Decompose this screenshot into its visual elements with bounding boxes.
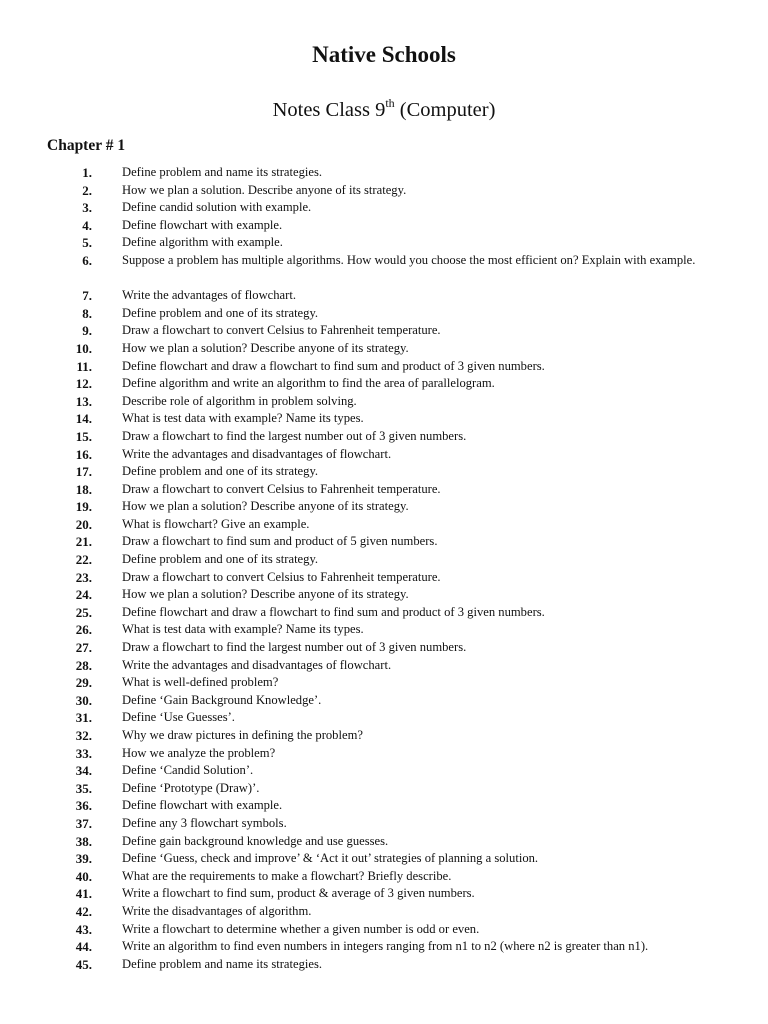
question-text: Define algorithm and write an algorithm to find the area of parallelogram.: [122, 376, 495, 391]
question-number: 31.: [75, 710, 92, 726]
question-number: 21.: [75, 534, 92, 550]
question-number: 18.: [75, 481, 92, 497]
question-text: Define problem and name its strategies.: [122, 956, 323, 971]
question-number: 24.: [75, 587, 92, 603]
question-text: Describe role of algorithm in problem solving.: [122, 393, 357, 408]
question-text: Define any 3 flowchart symbols.: [122, 815, 287, 830]
question-text: What is well-defined problem?: [122, 675, 279, 690]
question-number: 13.: [75, 393, 92, 409]
question-item: [0, 533, 768, 551]
question-item: [0, 551, 768, 569]
question-number: 10.: [75, 340, 92, 356]
question-item: [0, 516, 768, 534]
question-text: What are the requirements to make a flowchart? Briefly describe.: [122, 868, 452, 883]
question-number: 32.: [75, 728, 92, 743]
question-item: [0, 234, 768, 252]
question-number: 28.: [75, 657, 92, 673]
question-text: Define candid solution with example.: [122, 200, 312, 215]
subtitle-suffix: (Computer): [394, 99, 496, 121]
question-text: How we analyze the problem?: [122, 745, 276, 760]
question-item: [0, 815, 768, 833]
question-number: 26.: [75, 622, 92, 638]
question-number: 12.: [75, 376, 92, 392]
question-text: How we plan a solution? Describe anyone of its strategy.: [122, 340, 409, 355]
question-item: [0, 252, 768, 287]
question-number: 36.: [75, 798, 92, 814]
document-title: Native Schools: [312, 42, 456, 67]
question-text: Write an algorithm to find even numbers in integers ranging from n1 to n2 (where n2 is greater than n1).: [122, 939, 649, 954]
question-text: Define ‘Guess, check and improve’ & ‘Act it out’ strategies of planning a solution.: [122, 851, 539, 866]
question-text: Suppose a problem has multiple algorithms. How would you choose the most efficient on? Explain with example.: [122, 252, 696, 267]
subtitle-prefix: Notes Class 9: [272, 99, 386, 121]
question-item: [0, 481, 768, 499]
question-number: 7.: [82, 288, 92, 304]
question-number: 4.: [82, 217, 92, 233]
question-item: [0, 569, 768, 587]
question-text: Define flowchart and draw a flowchart to find sum and product of 3 given numbers.: [122, 604, 545, 619]
question-item: [0, 745, 768, 763]
question-number: 33.: [75, 745, 92, 761]
question-item: [0, 780, 768, 798]
question-item: [0, 410, 768, 428]
question-number: 34.: [75, 763, 92, 779]
question-item: [0, 903, 768, 921]
question-number: 5.: [82, 235, 92, 251]
question-number: 43.: [75, 921, 92, 937]
question-number: 45.: [75, 956, 92, 972]
question-number: 1.: [82, 165, 92, 180]
question-item: [0, 393, 768, 411]
question-item: [0, 217, 768, 235]
question-number: 30.: [75, 692, 92, 708]
question-item: [0, 797, 768, 815]
question-item: [0, 305, 768, 323]
question-number: 38.: [75, 833, 92, 849]
question-text: Define gain background knowledge and use guesses.: [122, 833, 389, 848]
question-item: [0, 182, 768, 200]
question-text: Define flowchart with example.: [122, 217, 283, 232]
question-item: [0, 921, 768, 939]
question-number: 9.: [82, 323, 92, 339]
question-text: Draw a flowchart to find the largest number out of 3 given numbers.: [122, 640, 467, 655]
question-text: Define problem and one of its strategy.: [122, 552, 319, 567]
document-subtitle: [0, 96, 768, 122]
question-text: Why we draw pictures in defining the problem?: [122, 728, 363, 742]
question-text: Write the advantages of flowchart.: [122, 288, 296, 303]
question-item: [0, 727, 768, 745]
question-text: Draw a flowchart to convert Celsius to Fahrenheit temperature.: [122, 569, 441, 584]
question-item: [0, 498, 768, 516]
question-item: [0, 586, 768, 604]
question-item: [0, 340, 768, 358]
question-item: [0, 375, 768, 393]
question-item: [0, 938, 768, 956]
question-item: [0, 692, 768, 710]
question-text: What is flowchart? Give an example.: [122, 516, 310, 531]
question-text: Define ‘Candid Solution’.: [122, 763, 254, 778]
question-text: Write a flowchart to find sum, product & average of 3 given numbers.: [122, 886, 475, 901]
question-item: [0, 657, 768, 675]
question-number: 15.: [75, 428, 92, 444]
question-item: [0, 428, 768, 446]
question-text: Define algorithm with example.: [122, 235, 283, 250]
question-item: [0, 868, 768, 886]
question-item: [0, 199, 768, 217]
question-item: [0, 956, 768, 974]
question-text: How we plan a solution? Describe anyone of its strategy.: [122, 587, 409, 602]
question-text: Draw a flowchart to find sum and product of 5 given numbers.: [122, 534, 438, 549]
question-number: 41.: [75, 886, 92, 902]
chapter-heading: Chapter # 1: [47, 137, 126, 154]
question-item: [0, 709, 768, 727]
question-number: 11.: [76, 358, 92, 374]
question-number: 14.: [75, 411, 92, 427]
question-text: Define flowchart and draw a flowchart to find sum and product of 3 given numbers.: [122, 358, 545, 373]
question-item: [0, 639, 768, 657]
question-text: Write a flowchart to determine whether a given number is odd or even.: [122, 921, 480, 936]
question-number: 6.: [82, 252, 92, 268]
question-number: 8.: [82, 305, 92, 321]
question-item: [0, 604, 768, 622]
question-text: Define problem and one of its strategy.: [122, 464, 319, 479]
question-text: Define problem and one of its strategy.: [122, 305, 319, 320]
question-item: [0, 287, 768, 305]
question-number: 3.: [82, 200, 92, 216]
question-number: 42.: [75, 903, 92, 919]
question-text: Write the advantages and disadvantages of flowchart.: [122, 446, 392, 461]
question-number: 37.: [75, 815, 92, 831]
question-number: 40.: [75, 868, 92, 884]
question-item: [0, 621, 768, 639]
question-list: [0, 164, 768, 973]
question-text: Define ‘Gain Background Knowledge’.: [122, 692, 322, 707]
question-number: 22.: [75, 552, 92, 568]
question-text: Draw a flowchart to convert Celsius to Fahrenheit temperature.: [122, 323, 441, 338]
question-item: [0, 762, 768, 780]
question-text: What is test data with example? Name its types.: [122, 411, 364, 426]
question-number: 29.: [75, 675, 92, 691]
question-number: 27.: [75, 640, 92, 656]
question-item: [0, 674, 768, 692]
question-text: What is test data with example? Name its types.: [122, 622, 364, 637]
question-text: Write the disadvantages of algorithm.: [122, 903, 312, 918]
question-number: 16.: [75, 446, 92, 462]
question-text: Define ‘Use Guesses’.: [122, 710, 235, 725]
question-number: 17.: [75, 464, 92, 480]
question-item: [0, 463, 768, 481]
question-number: 2.: [82, 182, 92, 198]
question-text: How we plan a solution. Describe anyone of its strategy.: [122, 182, 407, 197]
subtitle-superscript: th: [385, 96, 395, 110]
question-item: [0, 358, 768, 376]
question-item: [0, 322, 768, 340]
question-number: 44.: [75, 939, 92, 955]
question-text: Draw a flowchart to find the largest number out of 3 given numbers.: [122, 428, 467, 443]
question-number: 35.: [75, 780, 92, 796]
question-item: [0, 164, 768, 182]
question-text: Define problem and name its strategies.: [122, 165, 323, 179]
question-number: 23.: [75, 569, 92, 585]
question-item: [0, 833, 768, 851]
question-number: 19.: [75, 499, 92, 515]
question-item: [0, 885, 768, 903]
question-item: [0, 446, 768, 464]
question-text: How we plan a solution? Describe anyone of its strategy.: [122, 499, 409, 514]
question-number: 20.: [75, 516, 92, 532]
question-text: Define flowchart with example.: [122, 798, 283, 813]
question-number: 39.: [75, 851, 92, 867]
question-text: Write the advantages and disadvantages of flowchart.: [122, 657, 392, 672]
question-number: 25.: [75, 604, 92, 620]
question-item: [0, 850, 768, 868]
question-text: Draw a flowchart to convert Celsius to Fahrenheit temperature.: [122, 481, 441, 496]
question-text: Define ‘Prototype (Draw)’.: [122, 780, 260, 795]
